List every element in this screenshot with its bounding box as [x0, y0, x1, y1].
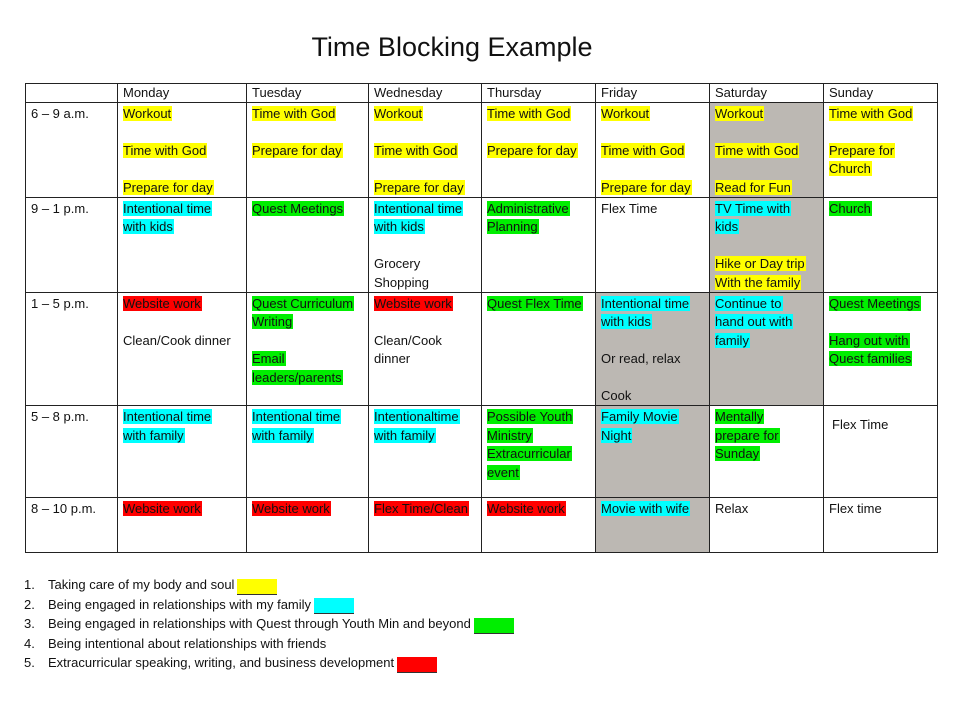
- block-label: Prepare for day: [252, 142, 342, 158]
- block-label: Flex Time/Clean: [374, 501, 468, 517]
- block-time-with-god: [829, 105, 934, 123]
- block-label: Possible Youth: [487, 409, 573, 425]
- cell-friday: [596, 406, 710, 498]
- legend-item: [24, 614, 514, 634]
- legend-item: [24, 575, 514, 595]
- block-label: Writing: [252, 314, 293, 330]
- block-website-work: [487, 500, 592, 518]
- cell-thursday: [482, 498, 596, 553]
- block-label: Mentally: [715, 409, 764, 425]
- time-label: 1 – 5 p.m.: [26, 293, 118, 406]
- block-label: Time with God: [829, 106, 913, 121]
- block-clean-cook: Clean/Cook: [374, 332, 442, 348]
- block-intentional-time-cont: [252, 427, 365, 445]
- cell-tuesday: [247, 406, 369, 498]
- block-label: prepare for: [715, 427, 779, 443]
- block-label: Intentional time: [252, 409, 341, 425]
- block-intentional-time-cont: [374, 218, 478, 236]
- block-label: with kids: [601, 314, 651, 330]
- corner-cell: [26, 84, 118, 103]
- legend-swatch-green: [474, 618, 514, 634]
- time-row-8-10pm: [26, 498, 938, 553]
- cell-monday: [118, 293, 247, 406]
- block-label: Time with God: [123, 142, 207, 158]
- block-continue: [715, 295, 820, 313]
- block-website-work: [374, 295, 478, 313]
- legend-item: [24, 595, 514, 615]
- block-label: Intentionaltime: [374, 409, 459, 425]
- block-intentional-time-cont: [601, 313, 706, 331]
- block-flex-time: Flex time: [829, 501, 882, 517]
- block-label: Quest Meetings: [252, 201, 344, 216]
- block-relax: Relax: [715, 501, 749, 517]
- block-website-work: [123, 295, 243, 313]
- block-label: Time with God: [252, 106, 336, 121]
- block-label: Family Movie: [601, 409, 678, 425]
- block-intentional-time: [601, 295, 706, 313]
- block-label: Workout: [374, 106, 423, 121]
- block-read-for-fun: [715, 179, 820, 197]
- legend-number: 4.: [24, 635, 35, 651]
- page-title: Time Blocking Example: [311, 32, 593, 62]
- block-label: Church: [829, 201, 871, 216]
- block-time-with-god: [123, 142, 243, 160]
- block-label: Workout: [715, 106, 764, 121]
- block-tv-time-cont: [715, 218, 820, 236]
- cell-monday: [118, 406, 247, 498]
- time-row-6-9am: [26, 103, 938, 198]
- block-youth-ministry: [487, 408, 592, 426]
- cell-wednesday: [369, 406, 482, 498]
- block-label: Night: [601, 427, 632, 443]
- block-mentally-prepare-cont: [715, 427, 820, 445]
- cell-saturday: [710, 103, 824, 198]
- legend-text: Extracurricular speaking, writing, and business development: [48, 655, 395, 670]
- day-header-friday: Friday: [596, 84, 710, 103]
- block-church: [829, 200, 934, 218]
- cell-tuesday: [247, 198, 369, 293]
- block-hang-out: [829, 332, 934, 350]
- block-read-relax: Or read, relax: [601, 351, 681, 367]
- block-time-with-god: [715, 142, 820, 160]
- cell-saturday: [710, 498, 824, 553]
- cell-sunday: [824, 406, 938, 498]
- block-label: Read for Fun: [715, 179, 791, 195]
- time-row-1-5pm: [26, 293, 938, 406]
- block-label: with kids: [123, 219, 173, 235]
- day-header-saturday: Saturday: [710, 84, 824, 103]
- block-label: Prepare for day: [374, 179, 464, 195]
- legend-item: [24, 653, 514, 673]
- block-label: hand out with: [715, 314, 793, 330]
- block-intentional-time-cont: [123, 427, 243, 445]
- block-prepare-for-day: [123, 179, 243, 197]
- block-label: Hike or Day trip: [715, 256, 805, 272]
- block-administrative-cont: [487, 218, 592, 236]
- block-label: Time with God: [601, 142, 685, 158]
- legend-text: Taking care of my body and soul: [48, 577, 235, 592]
- legend-swatch-red: [397, 657, 437, 673]
- block-label: Intentional time: [601, 296, 690, 312]
- block-label: Website work: [374, 296, 452, 312]
- cell-saturday: [710, 293, 824, 406]
- block-label: Intentional time: [123, 409, 212, 425]
- block-family-movie-cont: [601, 427, 706, 445]
- legend: [24, 575, 514, 673]
- legend-swatch-cyan: [314, 598, 354, 614]
- block-label: Prepare for day: [123, 179, 213, 195]
- block-quest-meetings: [829, 295, 934, 313]
- block-tv-time: [715, 200, 820, 218]
- block-website-work: [123, 500, 243, 518]
- block-label: Continue to: [715, 296, 782, 312]
- block-label: Quest families: [829, 351, 912, 367]
- block-quest-curriculum-cont: [252, 313, 365, 331]
- block-prepare-for-day: [487, 142, 592, 160]
- block-label: Workout: [123, 106, 172, 121]
- block-label: Movie with wife: [601, 501, 690, 517]
- block-youth-ministry-cont2: [487, 445, 592, 463]
- block-workout: [601, 105, 706, 123]
- block-website-work: [252, 500, 365, 518]
- block-label: Website work: [252, 501, 330, 517]
- block-email: [252, 350, 365, 368]
- cell-friday: [596, 498, 710, 553]
- cell-tuesday: [247, 293, 369, 406]
- block-intentional-time: [374, 200, 478, 218]
- legend-swatch-yellow: [237, 579, 277, 595]
- block-email-cont: [252, 369, 365, 387]
- block-label: Website work: [123, 501, 201, 517]
- block-label: Quest Curriculum: [252, 296, 354, 312]
- cell-thursday: [482, 293, 596, 406]
- time-row-9-1pm: [26, 198, 938, 293]
- block-intentional-time-cont: [123, 218, 243, 236]
- block-label: with family: [252, 427, 313, 443]
- block-mentally-prepare: [715, 408, 820, 426]
- block-flex-time: Flex Time: [832, 417, 889, 433]
- block-label: Planning: [487, 219, 538, 235]
- block-label: Sunday: [715, 446, 760, 462]
- time-label: 6 – 9 a.m.: [26, 103, 118, 198]
- block-workout: [715, 105, 820, 123]
- block-hike: [715, 255, 820, 273]
- block-intentional-time-cont: [374, 427, 478, 445]
- block-prepare-for-church: [829, 142, 934, 160]
- cell-friday: [596, 103, 710, 198]
- block-prepare-for-day: [374, 179, 478, 197]
- legend-text: Being intentional about relationships with friends: [48, 635, 327, 651]
- block-label: Website work: [487, 501, 565, 517]
- block-hang-out-cont: [829, 350, 934, 368]
- day-header-thursday: Thursday: [482, 84, 596, 103]
- block-time-with-god: [374, 142, 478, 160]
- time-label: 9 – 1 p.m.: [26, 198, 118, 293]
- block-intentional-time: [123, 408, 243, 426]
- block-label: event: [487, 464, 519, 480]
- block-intentional-time: [374, 408, 478, 426]
- legend-number: 2.: [24, 596, 35, 612]
- block-clean-cook: Clean/Cook dinner: [123, 332, 231, 348]
- block-label: Administrative: [487, 201, 569, 216]
- block-label: leaders/parents: [252, 369, 342, 385]
- cell-monday: [118, 103, 247, 198]
- day-header-sunday: Sunday: [824, 84, 938, 103]
- block-quest-curriculum: [252, 295, 365, 313]
- block-label: Ministry: [487, 427, 532, 443]
- time-label: 5 – 8 p.m.: [26, 406, 118, 498]
- block-label: Time with God: [715, 142, 799, 158]
- schedule-table: [25, 83, 938, 553]
- block-continue-cont2: [715, 332, 820, 350]
- block-label: Email: [252, 351, 285, 367]
- cell-monday: [118, 498, 247, 553]
- block-label: family: [715, 332, 749, 348]
- cell-monday: [118, 198, 247, 293]
- block-flex-time: Flex Time: [601, 201, 658, 216]
- block-intentional-time: [252, 408, 365, 426]
- cell-sunday: [824, 293, 938, 406]
- block-intentional-time: [123, 200, 243, 218]
- cell-thursday: [482, 406, 596, 498]
- block-label: TV Time with: [715, 201, 791, 216]
- block-label: Prepare for: [829, 142, 895, 158]
- day-header-monday: Monday: [118, 84, 247, 103]
- block-grocery: Grocery: [374, 256, 421, 272]
- cell-saturday: [710, 198, 824, 293]
- cell-wednesday: [369, 103, 482, 198]
- block-label: Extracurricular: [487, 446, 571, 462]
- block-clean-cook-cont: dinner: [374, 351, 411, 367]
- block-label: Website work: [123, 296, 201, 312]
- block-label: Quest Flex Time: [487, 296, 582, 312]
- block-prepare-for-day: [252, 142, 365, 160]
- legend-number: 5.: [24, 655, 35, 670]
- block-label: Quest Meetings: [829, 296, 921, 312]
- block-cook: Cook: [601, 388, 632, 404]
- block-grocery-cont: Shopping: [374, 274, 429, 290]
- block-youth-ministry-cont3: [487, 464, 592, 482]
- legend-text: Being engaged in relationships with Quest through Youth Min and beyond: [48, 616, 471, 631]
- cell-saturday: [710, 406, 824, 498]
- block-administrative: [487, 200, 592, 218]
- cell-wednesday: [369, 293, 482, 406]
- block-label: kids: [715, 219, 739, 235]
- cell-tuesday: [247, 498, 369, 553]
- header-row: [26, 84, 938, 103]
- block-youth-ministry-cont: [487, 427, 592, 445]
- block-label: with family: [374, 427, 435, 443]
- cell-wednesday: [369, 198, 482, 293]
- cell-wednesday: [369, 498, 482, 553]
- cell-thursday: [482, 198, 596, 293]
- block-mentally-prepare-cont2: [715, 445, 820, 463]
- block-prepare-for-church-cont: [829, 160, 934, 178]
- time-label: 8 – 10 p.m.: [26, 498, 118, 553]
- block-label: Time with God: [487, 106, 571, 121]
- block-movie-with-wife: [601, 500, 706, 518]
- block-time-with-god: [487, 105, 592, 123]
- block-hike-cont: [715, 274, 820, 292]
- cell-thursday: [482, 103, 596, 198]
- cell-sunday: [824, 498, 938, 553]
- block-label: with family: [123, 427, 184, 443]
- legend-item: [24, 634, 514, 654]
- time-row-5-8pm: [26, 406, 938, 498]
- block-label: Prepare for day: [487, 142, 577, 158]
- block-label: Prepare for day: [601, 179, 691, 195]
- cell-sunday: [824, 103, 938, 198]
- block-workout: [374, 105, 478, 123]
- block-label: Intentional time: [123, 201, 212, 216]
- block-quest-flex-time: [487, 295, 592, 313]
- block-label: Church: [829, 161, 871, 177]
- day-header-wednesday: Wednesday: [369, 84, 482, 103]
- block-label: Workout: [601, 106, 650, 121]
- cell-sunday: [824, 198, 938, 293]
- legend-number: 1.: [24, 577, 35, 592]
- legend-number: 3.: [24, 616, 35, 631]
- block-quest-meetings: [252, 200, 365, 218]
- block-family-movie: [601, 408, 706, 426]
- block-label: Time with God: [374, 142, 458, 158]
- cell-friday: [596, 198, 710, 293]
- block-flex-clean: [374, 500, 478, 518]
- block-workout: [123, 105, 243, 123]
- block-label: With the family: [715, 274, 801, 290]
- block-label: with kids: [374, 219, 424, 235]
- block-continue-cont: [715, 313, 820, 331]
- block-label: Hang out with: [829, 332, 909, 348]
- block-label: Intentional time: [374, 201, 463, 216]
- cell-friday: [596, 293, 710, 406]
- block-time-with-god: [601, 142, 706, 160]
- block-time-with-god: [252, 105, 365, 123]
- legend-text: Being engaged in relationships with my family: [48, 596, 312, 612]
- block-prepare-for-day: [601, 179, 706, 197]
- day-header-tuesday: Tuesday: [247, 84, 369, 103]
- cell-tuesday: [247, 103, 369, 198]
